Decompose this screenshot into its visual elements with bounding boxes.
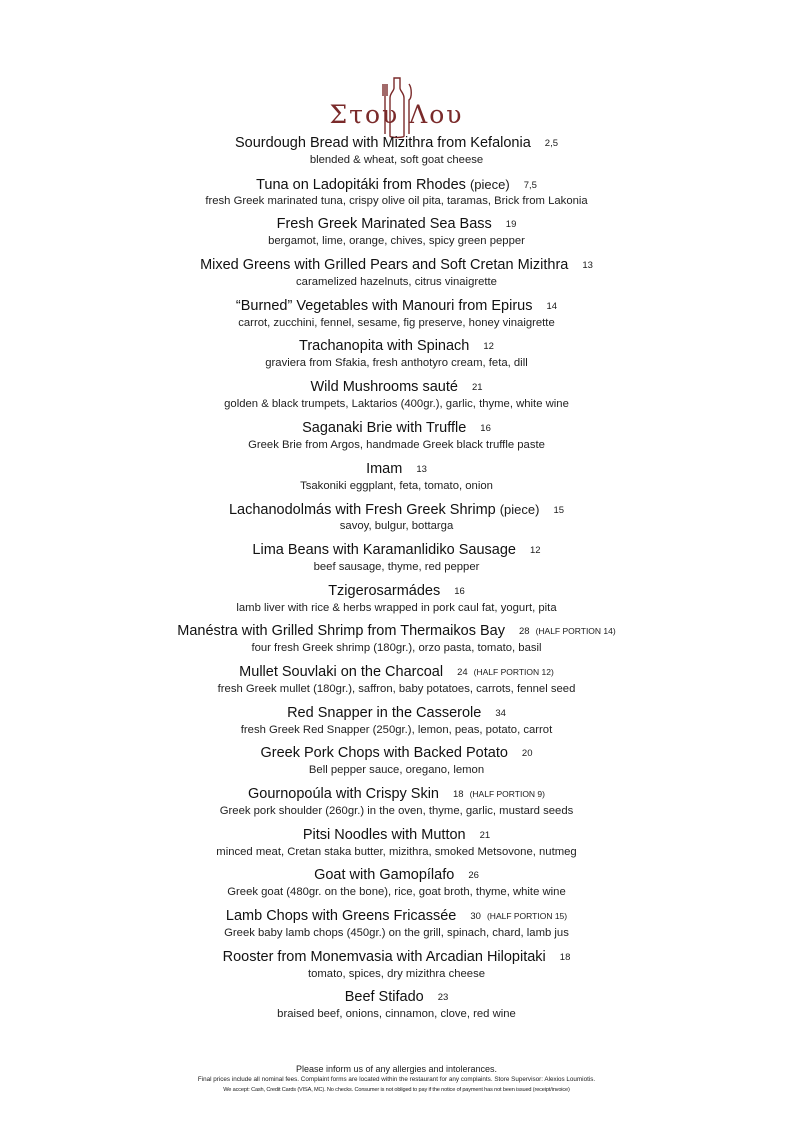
dish-name: Saganaki Brie with Truffle <box>302 419 467 436</box>
dish-price: 18 <box>559 951 571 963</box>
dish-price: 21 <box>479 829 491 841</box>
dish-price: 15 <box>553 505 565 517</box>
dish-price: 16 <box>454 585 465 597</box>
menu-item-title <box>0 215 793 234</box>
dish-description: graviera from Sfakia, fresh anthotyro cream, feta, dill <box>265 357 528 370</box>
dish-description: savoy, bulgur, bottarga <box>339 520 454 533</box>
menu-item-title <box>0 988 793 1007</box>
menu-item-title <box>0 460 793 479</box>
half-portion-price: (HALF PORTION 12) <box>473 666 554 677</box>
dish-price: 34 <box>495 707 506 719</box>
menu-item <box>0 378 793 419</box>
half-portion-price: (HALF PORTION 15) <box>486 911 568 922</box>
menu-item-title <box>0 622 793 641</box>
dish-price: 28 <box>518 626 530 638</box>
dish-name: Lachanodolmás with Fresh Greek Shrimp <box>228 502 496 519</box>
dish-name: Mullet Souvlaki on the Charcoal <box>239 663 444 680</box>
menu-item <box>0 134 793 175</box>
payment-notice: We accept: Cash, Credit Cards (VISA, MC). No checks. Consumer is not obliged to pay if the notice of payment has not been issued (receipt/invoice) <box>223 1087 570 1093</box>
fees-notice: Final prices include all nominal fees. Complaint forms are located within the restaurant for any complaints. Store Supervisor: Alexios Loumiotis. <box>197 1076 596 1083</box>
menu-item <box>0 297 793 338</box>
dish-price: 16 <box>480 422 491 434</box>
menu-item <box>0 663 793 704</box>
dish-name: Trachanopita with Spinach <box>299 338 470 355</box>
dish-description: fresh Greek marinated tuna, crispy olive oil pita, taramas, Brick from Lakonia <box>205 194 588 207</box>
menu-item <box>0 785 793 826</box>
menu-item <box>0 215 793 256</box>
dish-name: Manéstra with Grilled Shrimp from Thermaikos Bay <box>177 623 505 640</box>
menu-item-title <box>0 134 793 153</box>
logo-wordmark: Στου Λου <box>329 100 464 129</box>
dish-name: Tuna on Ladopitáki from Rhodes <box>256 176 466 193</box>
dish-price: 26 <box>468 870 479 882</box>
dish-name: Rooster from Monemvasia with Arcadian Hilopitaki <box>222 948 546 965</box>
dish-name: Pitsi Noodles with Mutton <box>302 826 466 843</box>
dish-description: four fresh Greek shrimp (180gr.), orzo pasta, tomato, basil <box>251 642 542 655</box>
dish-name: “Burned” Vegetables with Manouri from Epirus <box>235 297 533 314</box>
dish-name: Red Snapper in the Casserole <box>287 704 482 721</box>
menu-item-title <box>0 297 793 316</box>
dish-price: 30 <box>470 911 481 923</box>
dish-note: (piece) <box>469 176 510 192</box>
footer <box>0 1063 793 1095</box>
dish-price: 24 <box>457 666 468 678</box>
menu-item-title <box>0 582 793 601</box>
menu-item-title <box>0 866 793 885</box>
dish-description: caramelized hazelnuts, citrus vinaigrette <box>296 276 497 289</box>
menu-item <box>0 988 793 1029</box>
menu-item-title <box>0 337 793 356</box>
dish-description: beef sausage, thyme, red pepper <box>313 560 480 573</box>
dish-name: Lima Beans with Karamanlidiko Sausage <box>252 541 516 558</box>
dish-price: 14 <box>546 300 558 312</box>
dish-note: (piece) <box>499 502 540 518</box>
menu-item <box>0 744 793 785</box>
menu-item <box>0 256 793 297</box>
menu-item-title <box>0 744 793 763</box>
menu-item <box>0 541 793 582</box>
dish-description: tomato, spices, dry mizithra cheese <box>307 967 486 980</box>
dish-name: Greek Pork Chops with Backed Potato <box>260 745 508 762</box>
menu-item <box>0 337 793 378</box>
menu-item-title <box>0 948 793 967</box>
half-portion-price: (HALF PORTION 14) <box>535 626 616 637</box>
dish-description: lamb liver with rice & herbs wrapped in pork caul fat, yogurt, pita <box>236 601 557 614</box>
dish-price: 2,5 <box>544 138 558 149</box>
dish-price: 19 <box>505 219 517 231</box>
menu-item-title <box>0 175 793 194</box>
dish-name: Goat with Gamopílafo <box>314 867 455 884</box>
dish-price: 12 <box>483 341 494 353</box>
menu-item-title <box>0 256 793 275</box>
restaurant-logo <box>0 38 793 129</box>
menu-item <box>0 826 793 867</box>
dish-name: Imam <box>366 460 403 477</box>
menu-item <box>0 582 793 623</box>
dish-price: 7,5 <box>523 179 537 191</box>
dish-price: 12 <box>530 544 541 556</box>
dish-description: Greek Brie from Argos, handmade Greek black truffle paste <box>248 438 545 451</box>
dish-description: fresh Greek Red Snapper (250gr.), lemon, peas, potato, carrot <box>240 723 553 736</box>
dish-description: bergamot, lime, orange, chives, spicy green pepper <box>268 235 525 248</box>
dish-name: Beef Stifado <box>344 989 424 1006</box>
dish-price: 18 <box>453 789 464 800</box>
dish-name: Mixed Greens with Grilled Pears and Soft Cretan Mizithra <box>200 257 569 274</box>
dish-price: 13 <box>416 463 427 475</box>
dish-name: Wild Mushrooms sauté <box>310 379 458 396</box>
dish-name: Lamb Chops with Greens Fricassée <box>225 908 457 925</box>
menu-item <box>0 948 793 989</box>
menu-list <box>0 134 793 1029</box>
dish-price: 21 <box>471 382 483 394</box>
menu-item-title <box>0 663 793 682</box>
menu-item-title <box>0 541 793 560</box>
menu-item <box>0 907 793 948</box>
menu-item <box>0 419 793 460</box>
menu-item-title <box>0 704 793 723</box>
dish-name: Fresh Greek Marinated Sea Bass <box>276 216 492 233</box>
dish-price: 20 <box>521 748 533 760</box>
dish-description: carrot, zucchini, fennel, sesame, fig preserve, honey vinaigrette <box>238 316 555 329</box>
dish-description: Greek goat (480gr. on the bone), rice, goat broth, thyme, white wine <box>227 886 566 899</box>
menu-item-title <box>0 785 793 804</box>
menu-item <box>0 175 793 216</box>
menu-item <box>0 622 793 663</box>
allergy-notice: Please inform us of any allergies and intolerances. <box>295 1064 498 1074</box>
dish-description: Bell pepper sauce, oregano, lemon <box>308 764 485 777</box>
menu-item-title <box>0 826 793 845</box>
dish-description: fresh Greek mullet (180gr.), saffron, baby potatoes, carrots, fennel seed <box>217 682 576 695</box>
menu-item-title <box>0 500 793 519</box>
half-portion-price: (HALF PORTION 9) <box>469 789 545 799</box>
menu-item-title <box>0 419 793 438</box>
dish-name: Sourdough Bread with Mizithra from Kefalonia <box>234 135 531 151</box>
dish-description: minced meat, Cretan staka butter, mizithra, smoked Metsovone, nutmeg <box>216 845 577 858</box>
dish-description: Greek pork shoulder (260gr.) in the oven, thyme, garlic, mustard seeds <box>219 805 574 817</box>
dish-description: golden & black trumpets, Laktarios (400gr.), garlic, thyme, white wine <box>224 398 569 411</box>
dish-price: 13 <box>582 260 593 272</box>
dish-description: braised beef, onions, cinnamon, clove, red wine <box>277 1008 516 1021</box>
dish-name: Tzigerosarmádes <box>328 582 441 599</box>
dish-description: Tsakoniki eggplant, feta, tomato, onion <box>300 479 493 492</box>
menu-item <box>0 500 793 541</box>
menu-item <box>0 866 793 907</box>
dish-description: blended & wheat, soft goat cheese <box>309 154 484 166</box>
dish-price: 23 <box>437 992 449 1004</box>
menu-item-title <box>0 907 793 926</box>
menu-item <box>0 704 793 745</box>
menu-item <box>0 460 793 501</box>
menu-item-title <box>0 378 793 397</box>
dish-name: Gournopoúla with Crispy Skin <box>247 786 439 802</box>
dish-description: Greek baby lamb chops (450gr.) on the grill, spinach, chard, lamb jus <box>224 927 569 940</box>
